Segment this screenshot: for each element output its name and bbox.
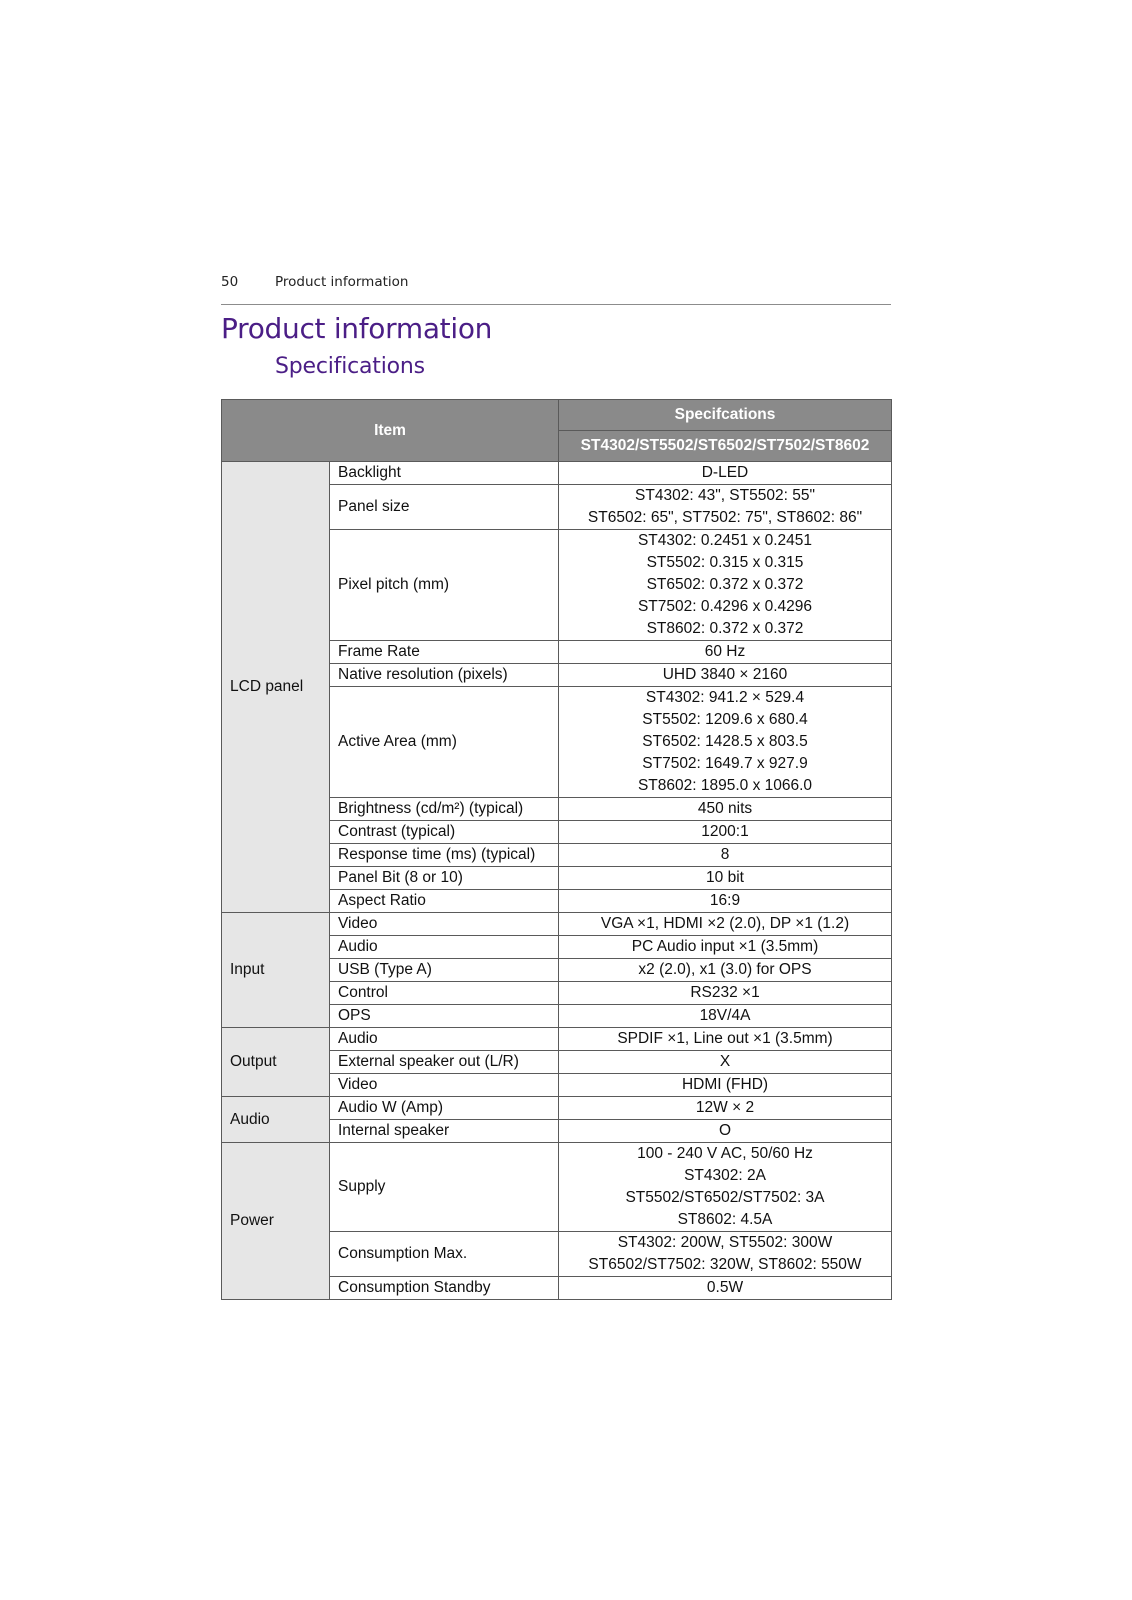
value-cell — [559, 821, 892, 844]
item-cell: Video — [330, 913, 559, 936]
value-cell — [559, 844, 892, 867]
value-line: RS232 ×1 — [690, 984, 760, 1001]
value-line: ST8602: 1895.0 x 1066.0 — [637, 777, 813, 794]
item-cell: Internal speaker — [330, 1120, 559, 1143]
value-line: ST6502/ST7502: 320W, ST8602: 550W — [588, 1256, 862, 1273]
value-line: ST6502: 65", ST7502: 75", ST8602: 86" — [587, 509, 863, 526]
table-row — [222, 913, 892, 936]
item-cell: USB (Type A) — [330, 959, 559, 982]
value-line: 16:9 — [709, 892, 741, 909]
item-cell: Consumption Standby — [330, 1277, 559, 1300]
page-number: 50 — [221, 274, 239, 290]
value-cell — [559, 687, 892, 798]
table-row — [222, 1097, 892, 1120]
item-cell: Brightness (cd/m²) (typical) — [330, 798, 559, 821]
value-line: D-LED — [701, 464, 749, 481]
value-cell — [559, 1232, 892, 1277]
item-cell: Audio — [330, 936, 559, 959]
value-cell — [559, 890, 892, 913]
item-cell: Control — [330, 982, 559, 1005]
value-line: VGA ×1, HDMI ×2 (2.0), DP ×1 (1.2) — [600, 915, 850, 932]
value-cell — [559, 1074, 892, 1097]
value-cell — [559, 1005, 892, 1028]
value-line: x2 (2.0), x1 (3.0) for OPS — [638, 961, 812, 978]
item-cell: Contrast (typical) — [330, 821, 559, 844]
value-line: SPDIF ×1, Line out ×1 (3.5mm) — [617, 1030, 833, 1047]
item-cell: OPS — [330, 1005, 559, 1028]
value-cell — [559, 485, 892, 530]
item-cell: Response time (ms) (typical) — [330, 844, 559, 867]
value-line: ST7502: 1649.7 x 927.9 — [642, 755, 808, 772]
value-line: ST4302: 941.2 × 529.4 — [645, 689, 805, 706]
value-line: ST5502: 0.315 x 0.315 — [646, 554, 804, 571]
value-cell — [559, 936, 892, 959]
category-cell: Audio — [222, 1097, 330, 1143]
value-cell — [559, 641, 892, 664]
value-line: HDMI (FHD) — [681, 1076, 769, 1093]
running-header-section: Product information — [275, 274, 409, 290]
value-line: 8 — [720, 846, 730, 863]
item-cell: Backlight — [330, 462, 559, 485]
running-header — [221, 274, 891, 305]
value-cell — [559, 1277, 892, 1300]
value-line: X — [719, 1053, 731, 1070]
value-cell — [559, 1028, 892, 1051]
category-cell: Input — [222, 913, 330, 1028]
section-subtitle: Specifications — [275, 354, 425, 379]
item-cell: Video — [330, 1074, 559, 1097]
table-row — [222, 462, 892, 485]
value-line: 12W × 2 — [695, 1099, 755, 1116]
value-line: 60 Hz — [704, 643, 746, 660]
page-title: Product information — [221, 312, 493, 345]
value-line: UHD 3840 × 2160 — [662, 666, 788, 683]
value-line: ST6502: 1428.5 x 803.5 — [642, 733, 808, 750]
item-cell: Panel size — [330, 485, 559, 530]
value-line: ST4302: 2A — [684, 1167, 766, 1184]
item-cell: Panel Bit (8 or 10) — [330, 867, 559, 890]
value-cell — [559, 530, 892, 641]
item-cell: External speaker out (L/R) — [330, 1051, 559, 1074]
item-cell: Consumption Max. — [330, 1232, 559, 1277]
value-line: 0.5W — [706, 1279, 744, 1296]
category-cell: Power — [222, 1143, 330, 1300]
specifications-table — [221, 399, 892, 1300]
item-column-header: Item — [222, 400, 559, 462]
value-cell — [559, 1120, 892, 1143]
value-line: ST6502: 0.372 x 0.372 — [646, 576, 804, 593]
value-cell — [559, 959, 892, 982]
item-cell: Active Area (mm) — [330, 687, 559, 798]
item-cell: Supply — [330, 1143, 559, 1232]
models-column-header: ST4302/ST5502/ST6502/ST7502/ST8602 — [559, 431, 892, 462]
value-line: ST4302: 0.2451 x 0.2451 — [637, 532, 813, 549]
value-cell — [559, 913, 892, 936]
item-cell: Pixel pitch (mm) — [330, 530, 559, 641]
value-line: 18V/4A — [699, 1007, 751, 1024]
item-cell: Native resolution (pixels) — [330, 664, 559, 687]
value-line: ST7502: 0.4296 x 0.4296 — [637, 598, 813, 615]
value-line: ST8602: 0.372 x 0.372 — [646, 620, 804, 637]
value-cell — [559, 982, 892, 1005]
item-cell: Aspect Ratio — [330, 890, 559, 913]
item-cell: Frame Rate — [330, 641, 559, 664]
value-cell — [559, 1143, 892, 1232]
value-line: O — [718, 1122, 732, 1139]
category-cell: LCD panel — [222, 462, 330, 913]
value-line: 10 bit — [706, 869, 744, 886]
value-line: 1200:1 — [701, 823, 749, 840]
value-line: ST4302: 200W, ST5502: 300W — [617, 1234, 833, 1251]
value-cell — [559, 664, 892, 687]
value-cell — [559, 1097, 892, 1120]
value-line: ST4302: 43", ST5502: 55" — [635, 487, 815, 504]
category-cell: Output — [222, 1028, 330, 1097]
value-line: ST5502/ST6502/ST7502: 3A — [625, 1189, 825, 1206]
value-line: PC Audio input ×1 (3.5mm) — [631, 938, 819, 955]
value-cell — [559, 867, 892, 890]
value-line: 450 nits — [697, 800, 753, 817]
specifications-table-body — [222, 462, 892, 1300]
value-line: ST8602: 4.5A — [677, 1211, 773, 1228]
value-cell — [559, 462, 892, 485]
item-cell: Audio — [330, 1028, 559, 1051]
value-line: ST5502: 1209.6 x 680.4 — [642, 711, 808, 728]
value-cell — [559, 1051, 892, 1074]
table-row — [222, 1143, 892, 1232]
table-row — [222, 1028, 892, 1051]
value-line: 100 - 240 V AC, 50/60 Hz — [637, 1145, 813, 1162]
value-cell — [559, 798, 892, 821]
item-cell: Audio W (Amp) — [330, 1097, 559, 1120]
spec-column-header: Specifcations — [559, 400, 892, 431]
